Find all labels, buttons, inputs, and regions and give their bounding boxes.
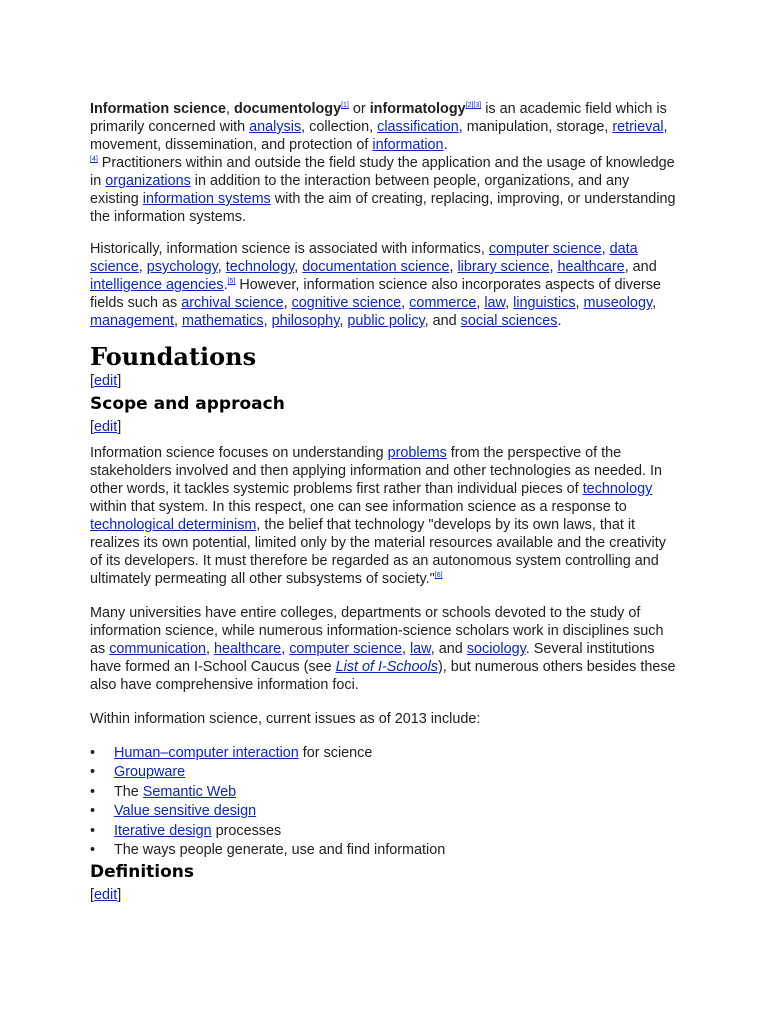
heading-definitions: Definitions xyxy=(90,862,195,883)
list-item: • Human–computer interaction for science xyxy=(90,744,680,763)
citation-link[interactable]: [1] xyxy=(341,102,349,110)
link-mathematics[interactable]: mathematics xyxy=(182,313,264,329)
link-philosophy[interactable]: philosophy xyxy=(271,313,340,329)
link-technological-determinism[interactable]: technological determinism xyxy=(90,517,257,533)
list-item: • The Semantic Web xyxy=(90,783,680,802)
intro-paragraph: Information science, documentology[1] or informatology[2][3] is an academic field which is primarily concerned with analysis, collection, classification, manipulation, storage, retrieval, movement, dissemination, and protection of information. [4] Practitioners within and outside the field study the application and the usage of knowledge in organizations in addition to the interaction between people, organizations, and any existing information systems with the aim of creating, replacing, improving, or understanding the information systems. xyxy=(90,101,676,225)
link-groupware[interactable]: Groupware xyxy=(114,764,186,781)
link-sociology[interactable]: sociology xyxy=(466,641,526,657)
term-information-science: Information science xyxy=(90,101,226,117)
link-documentation-science[interactable]: documentation science xyxy=(302,259,450,275)
link-technology[interactable]: technology xyxy=(582,481,653,497)
citation-link[interactable]: [6] xyxy=(434,572,443,580)
link-analysis[interactable]: analysis xyxy=(249,119,302,135)
link-library-science[interactable]: library science xyxy=(457,259,550,275)
citation-link[interactable]: [4] xyxy=(90,156,98,164)
bullet-icon: • xyxy=(90,745,96,761)
list-item xyxy=(90,802,680,821)
link-computer-science[interactable]: computer science xyxy=(289,641,402,657)
article-body xyxy=(90,100,680,904)
bullet-icon: • xyxy=(90,842,96,859)
link-archival-science[interactable]: archival science xyxy=(181,295,284,311)
list-item: • Iterative design processes xyxy=(90,822,680,841)
issues-list xyxy=(90,744,680,860)
edit-link[interactable]: edit xyxy=(94,373,118,389)
link-problems[interactable]: problems xyxy=(387,445,447,461)
citation-link[interactable]: [2] xyxy=(465,102,474,110)
citation-link[interactable]: [3] xyxy=(473,102,482,110)
heading-foundations: Foundations xyxy=(90,342,257,371)
link-linguistics[interactable]: linguistics xyxy=(513,295,576,311)
history-paragraph: Historically, information science is associated with informatics, computer science, data science, psychology, technology, documentation science, library science, healthcare, and intelligence agencies.[5] However, information science also incorporates aspects of diverse fields such as archival science, cognitive science, commerce, law, linguistics, museology, management, mathematics, philosophy, public policy, and social sciences. xyxy=(90,241,661,329)
universities-paragraph: Many universities have entire colleges, departments or schools devoted to the study of information science, while numerous information-science scholars work in disciplines such as communication, healthcare, computer science, law, and sociology. Several institutions have formed an I-School Caucus (see List of I-Schools), but numerous others besides these also have comprehensive information foci. xyxy=(90,605,676,693)
edit-link[interactable]: edit xyxy=(94,887,118,904)
link-psychology[interactable]: psychology xyxy=(146,259,218,275)
link-retrieval[interactable]: retrieval xyxy=(612,119,664,135)
bullet-icon: • xyxy=(90,764,96,781)
link-healthcare[interactable]: healthcare xyxy=(213,641,282,657)
link-information-systems[interactable]: information systems xyxy=(142,191,271,207)
link-law[interactable]: law xyxy=(484,295,506,311)
link-social-sciences[interactable]: social sciences xyxy=(460,313,558,329)
link-semantic-web[interactable]: Semantic Web xyxy=(142,783,237,800)
citation-link[interactable]: [5] xyxy=(227,278,236,286)
list-item xyxy=(90,763,680,782)
link-computer-science[interactable]: computer science xyxy=(488,241,602,257)
bullet-icon: • xyxy=(90,783,96,800)
list-item: • The ways people generate, use and find information xyxy=(90,841,680,860)
link-list-of-i-schools[interactable]: List of I-Schools xyxy=(335,659,438,675)
edit-link[interactable]: edit xyxy=(94,419,118,435)
link-classification[interactable]: classification xyxy=(377,119,459,135)
bullet-icon: • xyxy=(90,822,96,839)
link-organizations[interactable]: organizations xyxy=(105,173,191,189)
issues-intro-paragraph: Within information science, current issues as of 2013 include: xyxy=(90,711,481,727)
term-documentology: documentology xyxy=(233,101,342,117)
link-intelligence-agencies[interactable]: intelligence agencies xyxy=(90,277,224,293)
link-value-sensitive-design[interactable]: Value sensitive design xyxy=(114,803,257,820)
link-law[interactable]: law xyxy=(409,641,431,657)
heading-scope-and-approach: Scope and approach xyxy=(90,394,285,414)
link-museology[interactable]: museology xyxy=(583,295,653,311)
edit-section-definitions: [edit] xyxy=(90,887,122,904)
scope-paragraph: Information science focuses on understanding problems from the perspective of the stakeholders involved and then applying information and other technologies as needed. In other words, it tackles systemic problems first rather than individual pieces of technology within that system. In this respect, one can see information science as a response to technological determinism, the belief that technology "develops by its own laws, that it realizes its own potential, limited only by the material resources available and the creativity of its developers. It must therefore be regarded as an autonomous system controlling and ultimately permeating all other subsystems of society."[6] xyxy=(90,445,666,587)
link-healthcare[interactable]: healthcare xyxy=(557,259,625,275)
link-communication[interactable]: communication xyxy=(109,641,206,657)
link-iterative-design[interactable]: Iterative design xyxy=(114,822,212,839)
link-information[interactable]: information xyxy=(372,137,444,153)
link-management[interactable]: management xyxy=(90,313,174,329)
term-informatology: informatology xyxy=(369,101,466,117)
bullet-icon: • xyxy=(90,803,96,820)
link-cognitive-science[interactable]: cognitive science xyxy=(291,295,402,311)
edit-section-foundations: [edit] xyxy=(90,373,122,389)
edit-section-scope: [edit] xyxy=(90,419,122,435)
link-data-science[interactable]: data science xyxy=(90,241,638,275)
link-commerce[interactable]: commerce xyxy=(409,295,477,311)
link-public-policy[interactable]: public policy xyxy=(347,313,425,329)
link-technology[interactable]: technology xyxy=(225,259,295,275)
link-human-computer-interaction[interactable]: Human–computer interaction xyxy=(114,745,299,761)
